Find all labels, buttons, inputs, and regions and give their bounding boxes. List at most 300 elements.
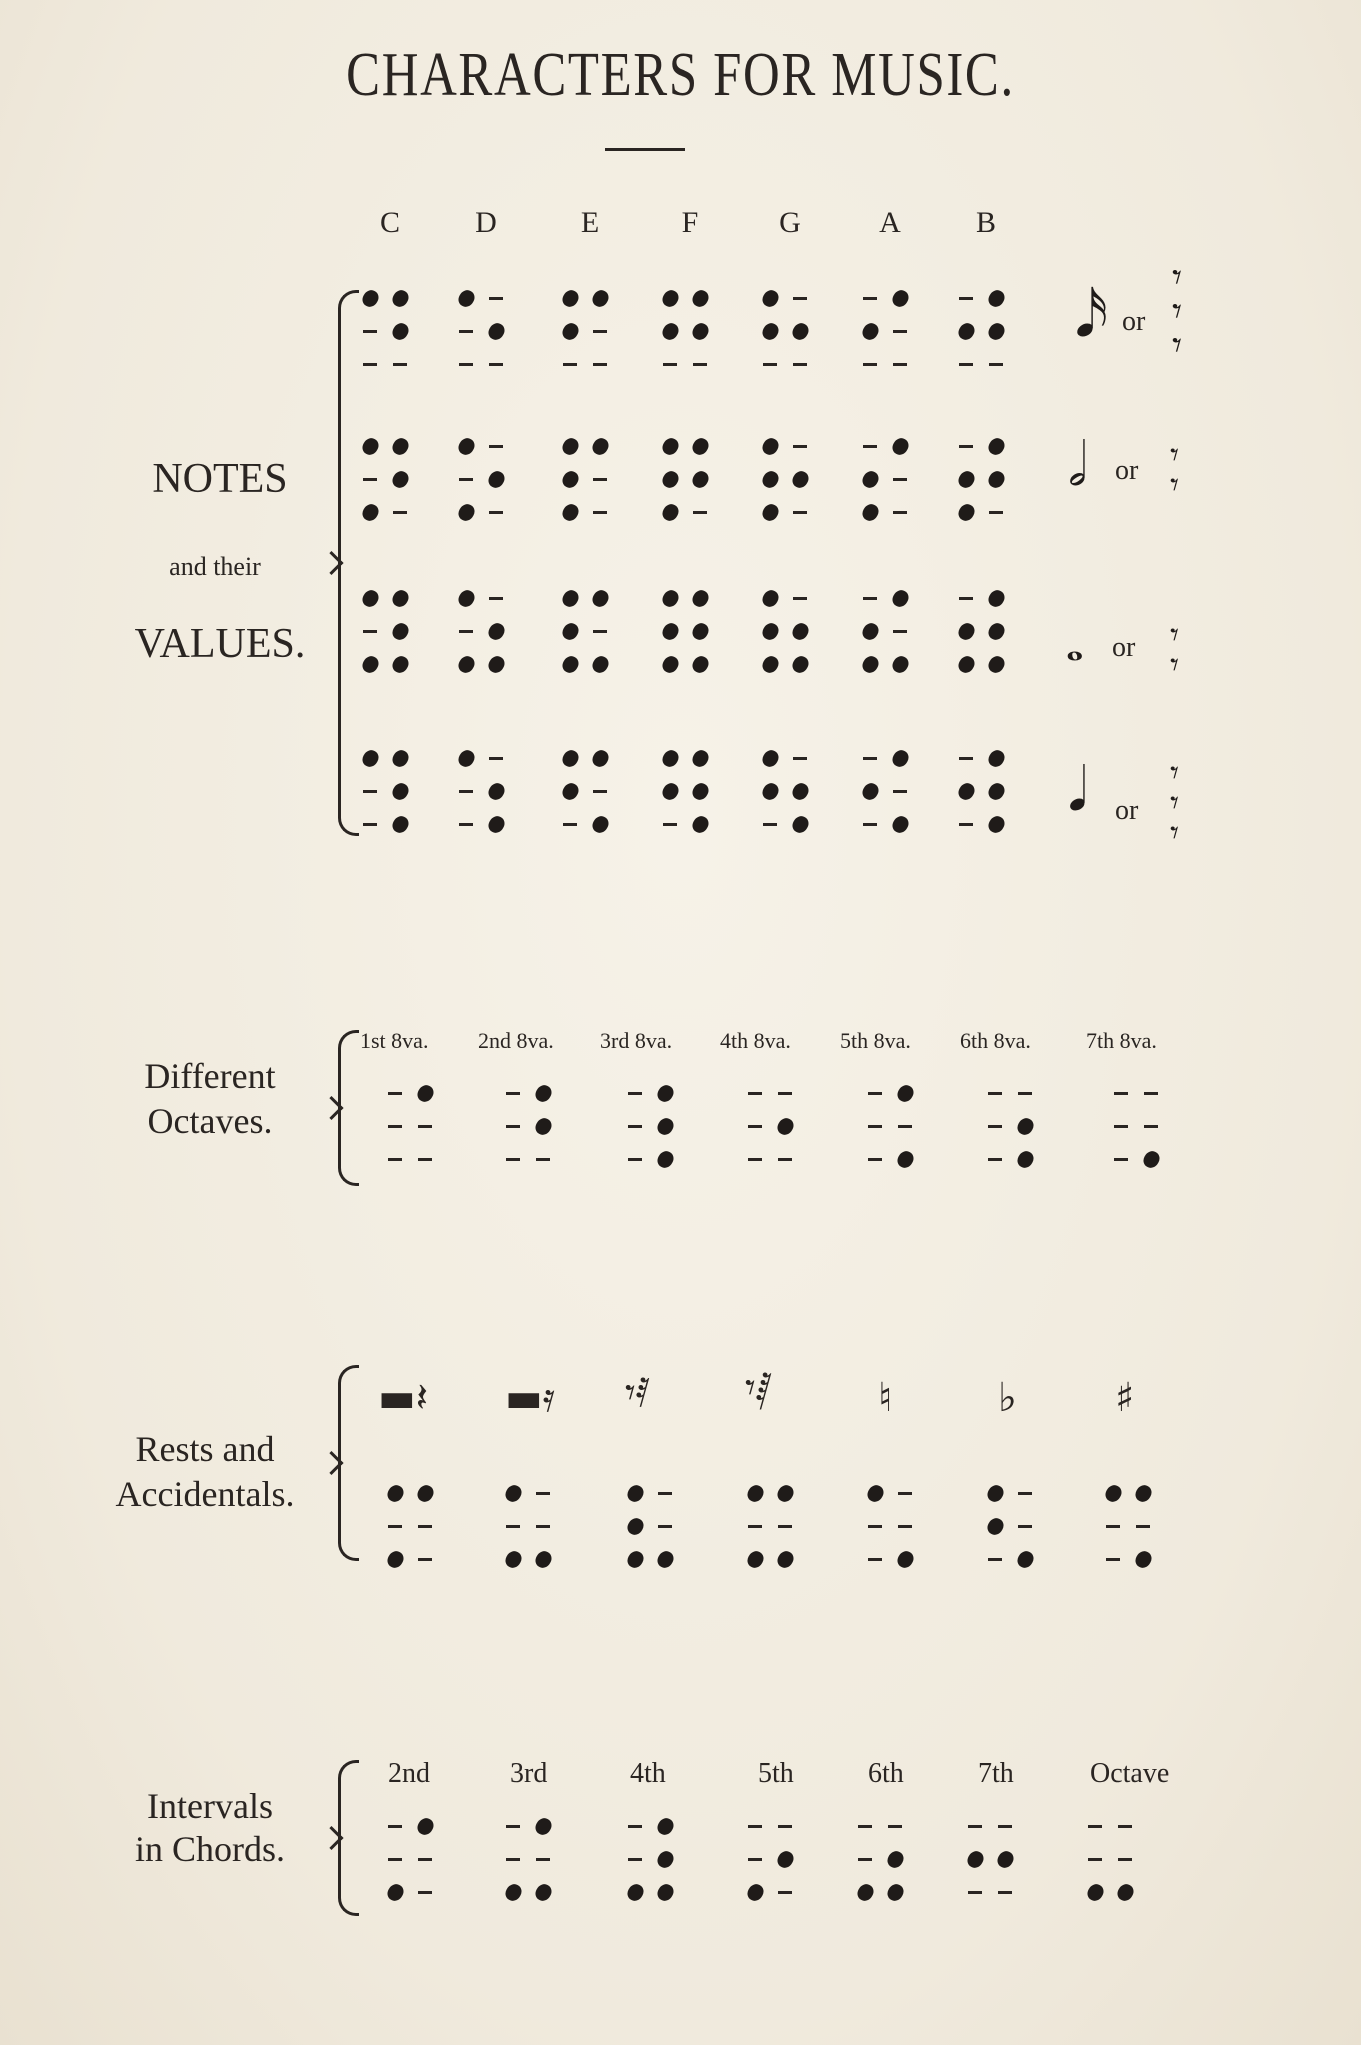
cell-row — [451, 280, 515, 316]
interval-header: 6th — [868, 1758, 904, 1789]
note-cell — [855, 428, 919, 536]
dot-mark — [660, 468, 681, 490]
dot-mark — [590, 435, 611, 457]
dot-mark — [790, 780, 811, 802]
cell-row — [951, 580, 1015, 616]
dot-mark — [390, 780, 411, 802]
cell-row — [380, 1141, 444, 1177]
dash-mark — [1114, 1125, 1128, 1128]
dash-mark — [1144, 1125, 1158, 1128]
dot-mark — [625, 1548, 646, 1570]
interval-cell — [740, 1808, 804, 1916]
cell-row — [740, 1108, 804, 1144]
dash-mark — [459, 363, 473, 366]
dash-mark — [893, 330, 907, 333]
dot-mark — [590, 587, 611, 609]
dash-mark — [593, 330, 607, 333]
dash-mark — [863, 445, 877, 448]
dot-mark — [890, 435, 911, 457]
cell-row — [755, 646, 819, 682]
stacked-rest-icon-2: 𝄾 𝄾 — [1170, 435, 1180, 505]
dot-mark — [533, 1815, 554, 1837]
cell-row — [755, 280, 819, 316]
cell-row — [951, 494, 1015, 530]
dash-mark — [489, 297, 503, 300]
dot-mark — [956, 501, 977, 523]
rest-minim-icon: ▬𝄿 — [505, 1375, 556, 1421]
cell-row — [451, 428, 515, 464]
dash-mark — [1118, 1825, 1132, 1828]
dash-mark — [506, 1125, 520, 1128]
dash-mark — [989, 363, 1003, 366]
note-cell — [555, 740, 619, 848]
dash-mark — [418, 1125, 432, 1128]
dot-mark — [415, 1482, 436, 1504]
dot-mark — [860, 653, 881, 675]
dot-mark — [885, 1881, 906, 1903]
cell-row — [355, 613, 419, 649]
dash-mark — [459, 790, 473, 793]
cell-row — [951, 646, 1015, 682]
cell-row — [855, 740, 919, 776]
cell-row — [498, 1808, 562, 1844]
cell-row — [755, 613, 819, 649]
or-text-3: or — [1112, 632, 1136, 663]
dot-mark — [860, 468, 881, 490]
dash-mark — [658, 1525, 672, 1528]
dash-mark — [778, 1891, 792, 1894]
note-cell — [655, 428, 719, 536]
cell-row — [451, 346, 515, 382]
cell-row — [355, 313, 419, 349]
dash-mark — [363, 478, 377, 481]
cell-row — [951, 461, 1015, 497]
cell-row — [755, 740, 819, 776]
cell-row — [960, 1808, 1024, 1844]
interval-header: 4th — [630, 1758, 666, 1789]
dot-mark — [456, 747, 477, 769]
cell-row — [855, 346, 919, 382]
dot-mark — [590, 813, 611, 835]
dot-mark — [590, 747, 611, 769]
dash-mark — [363, 630, 377, 633]
dot-mark — [890, 813, 911, 835]
dot-mark — [956, 620, 977, 642]
dot-mark — [760, 435, 781, 457]
dot-mark — [965, 1848, 986, 1870]
dash-mark — [988, 1092, 1002, 1095]
dot-mark — [690, 813, 711, 835]
dot-mark — [986, 320, 1007, 342]
cell-row — [655, 740, 719, 776]
minim-icon: 𝅗𝅥 — [1068, 430, 1088, 500]
dot-mark — [390, 587, 411, 609]
cell-row — [850, 1808, 914, 1844]
cell-row — [555, 428, 619, 464]
note-letter-c: C — [379, 206, 400, 239]
cell-row — [451, 613, 515, 649]
dot-mark — [1115, 1881, 1136, 1903]
dash-mark — [778, 1092, 792, 1095]
dash-mark — [1114, 1092, 1128, 1095]
dot-mark — [456, 287, 477, 309]
note-cell — [655, 580, 719, 688]
rests-brace — [338, 1365, 359, 1561]
cell-row — [451, 773, 515, 809]
dash-mark — [893, 790, 907, 793]
dash-mark — [748, 1825, 762, 1828]
cell-row — [951, 346, 1015, 382]
dot-mark — [660, 747, 681, 769]
dash-mark — [593, 790, 607, 793]
cell-row — [740, 1475, 804, 1511]
cell-row — [860, 1508, 924, 1544]
note-cell — [755, 740, 819, 848]
dash-mark — [893, 630, 907, 633]
dot-mark — [360, 287, 381, 309]
dot-mark — [986, 813, 1007, 835]
dash-mark — [898, 1492, 912, 1495]
note-cell — [355, 580, 419, 688]
dot-mark — [590, 287, 611, 309]
cell-row — [740, 1874, 804, 1910]
dash-mark — [959, 823, 973, 826]
dash-mark — [763, 363, 777, 366]
octave-cell — [1106, 1075, 1170, 1183]
interval-header: 3rd — [510, 1758, 548, 1789]
octave-cell — [740, 1075, 804, 1183]
dot-mark — [860, 320, 881, 342]
dot-mark — [760, 747, 781, 769]
dash-mark — [563, 823, 577, 826]
dot-mark — [690, 620, 711, 642]
note-cell — [755, 428, 819, 536]
interval-header: Octave — [1090, 1758, 1170, 1789]
dash-mark — [748, 1125, 762, 1128]
cell-row — [655, 646, 719, 682]
notes-label: NOTES — [152, 456, 288, 502]
dot-mark — [986, 287, 1007, 309]
cell-row — [655, 346, 719, 382]
dot-mark — [745, 1548, 766, 1570]
dot-mark — [660, 501, 681, 523]
dot-mark — [503, 1548, 524, 1570]
note-cell — [555, 280, 619, 388]
note-cell — [855, 280, 919, 388]
cell-row — [740, 1808, 804, 1844]
sharp-icon: ♯ — [1115, 1375, 1135, 1421]
note-letter-g: G — [779, 206, 801, 239]
cell-row — [451, 494, 515, 530]
dot-mark — [486, 620, 507, 642]
intervals-grid — [380, 1808, 1280, 1928]
dash-mark — [506, 1525, 520, 1528]
dot-mark — [890, 287, 911, 309]
dash-mark — [563, 363, 577, 366]
dot-mark — [625, 1515, 646, 1537]
dash-mark — [388, 1858, 402, 1861]
note-cell — [355, 740, 419, 848]
dash-mark — [418, 1158, 432, 1161]
dash-mark — [388, 1525, 402, 1528]
dash-mark — [628, 1858, 642, 1861]
note-cell — [355, 280, 419, 388]
notes-grid — [355, 280, 1055, 840]
dot-mark — [995, 1848, 1016, 1870]
cell-row — [655, 773, 719, 809]
dot-mark — [560, 587, 581, 609]
cell-row — [355, 646, 419, 682]
cell-row — [980, 1141, 1044, 1177]
octave-headers — [360, 1028, 1260, 1058]
cell-row — [620, 1508, 684, 1544]
rest-quaver-icon: 𝄾𝅁 — [745, 1365, 772, 1411]
dot-mark — [456, 435, 477, 457]
note-cell — [355, 428, 419, 536]
dot-mark — [390, 468, 411, 490]
cell-row — [755, 461, 819, 497]
dot-mark — [985, 1482, 1006, 1504]
dash-mark — [763, 823, 777, 826]
cell-row — [850, 1841, 914, 1877]
cell-row — [655, 461, 719, 497]
dot-mark — [775, 1848, 796, 1870]
dot-mark — [625, 1881, 646, 1903]
cell-row — [380, 1841, 444, 1877]
interval-header: 7th — [978, 1758, 1014, 1789]
cell-row — [1098, 1508, 1162, 1544]
dot-mark — [655, 1115, 676, 1137]
dash-mark — [628, 1125, 642, 1128]
dash-mark — [363, 790, 377, 793]
note-cell — [951, 740, 1015, 848]
dot-mark — [390, 620, 411, 642]
dot-mark — [760, 320, 781, 342]
dot-mark — [390, 747, 411, 769]
cell-row — [855, 773, 919, 809]
dash-mark — [459, 823, 473, 826]
interval-cell — [380, 1808, 444, 1916]
note-cell — [451, 740, 515, 848]
dash-mark — [868, 1092, 882, 1095]
octaves-label-2: Octaves. — [147, 1101, 273, 1141]
dash-mark — [393, 363, 407, 366]
dot-mark — [986, 587, 1007, 609]
dot-mark — [560, 287, 581, 309]
dot-mark — [415, 1082, 436, 1104]
dash-mark — [868, 1525, 882, 1528]
interval-headers — [360, 1758, 1260, 1798]
dash-mark — [968, 1891, 982, 1894]
dash-mark — [459, 330, 473, 333]
cell-row — [355, 806, 419, 842]
dot-mark — [655, 1815, 676, 1837]
dash-mark — [506, 1092, 520, 1095]
cell-row — [555, 806, 619, 842]
dash-mark — [489, 445, 503, 448]
dash-mark — [893, 363, 907, 366]
rest-cell — [1098, 1475, 1162, 1583]
rests-label-1: Rests and — [135, 1429, 275, 1469]
dot-mark — [895, 1548, 916, 1570]
dot-mark — [533, 1115, 554, 1137]
dot-mark — [486, 320, 507, 342]
dash-mark — [628, 1825, 642, 1828]
dash-mark — [893, 511, 907, 514]
dot-mark — [895, 1082, 916, 1104]
dash-mark — [388, 1825, 402, 1828]
dash-mark — [988, 1158, 1002, 1161]
cell-row — [451, 806, 515, 842]
octave-header: 3rd 8va. — [600, 1028, 673, 1053]
cell-row — [555, 613, 619, 649]
dash-mark — [489, 757, 503, 760]
dash-mark — [388, 1158, 402, 1161]
dot-mark — [1015, 1548, 1036, 1570]
dash-mark — [1018, 1092, 1032, 1095]
cell-row — [740, 1075, 804, 1111]
dot-mark — [486, 468, 507, 490]
dash-mark — [793, 597, 807, 600]
dot-mark — [560, 747, 581, 769]
dash-mark — [778, 1158, 792, 1161]
rest-semibreve-icon: ▬𝄽 — [378, 1375, 429, 1421]
values-label: VALUES. — [134, 621, 306, 667]
cell-row — [855, 461, 919, 497]
note-cell — [555, 580, 619, 688]
interval-cell — [960, 1808, 1024, 1916]
dot-mark — [855, 1881, 876, 1903]
cell-row — [655, 494, 719, 530]
dash-mark — [506, 1858, 520, 1861]
dot-mark — [655, 1881, 676, 1903]
dash-mark — [593, 478, 607, 481]
dot-mark — [533, 1548, 554, 1570]
dot-mark — [760, 620, 781, 642]
title-rule — [605, 148, 685, 151]
cell-row — [755, 313, 819, 349]
cell-row — [555, 280, 619, 316]
dash-mark — [778, 1825, 792, 1828]
dot-mark — [503, 1482, 524, 1504]
semiquaver-quaver-icon: 𝅘𝅥𝅯 — [1075, 278, 1109, 352]
dot-mark — [486, 653, 507, 675]
cell-row — [740, 1841, 804, 1877]
rest-cell — [380, 1475, 444, 1583]
dash-mark — [536, 1858, 550, 1861]
rest-cell — [740, 1475, 804, 1583]
dash-mark — [536, 1492, 550, 1495]
cell-row — [980, 1475, 1044, 1511]
dot-mark — [1133, 1548, 1154, 1570]
cell-row — [740, 1541, 804, 1577]
dot-mark — [660, 780, 681, 802]
rests-grid — [380, 1475, 1280, 1595]
cell-row — [855, 613, 919, 649]
dash-mark — [1136, 1525, 1150, 1528]
dash-mark — [393, 511, 407, 514]
cell-row — [755, 346, 819, 382]
dot-mark — [486, 813, 507, 835]
dash-mark — [418, 1525, 432, 1528]
cell-row — [960, 1841, 1024, 1877]
cell-row — [951, 806, 1015, 842]
cell-row — [655, 428, 719, 464]
cell-row — [555, 461, 619, 497]
dash-mark — [998, 1825, 1012, 1828]
cell-row — [620, 1108, 684, 1144]
cell-row — [498, 1541, 562, 1577]
dot-mark — [533, 1082, 554, 1104]
dash-mark — [593, 363, 607, 366]
note-cell — [451, 428, 515, 536]
dot-mark — [486, 780, 507, 802]
cell-row — [498, 1075, 562, 1111]
dash-mark — [1106, 1558, 1120, 1561]
dash-mark — [959, 297, 973, 300]
cell-row — [860, 1475, 924, 1511]
dot-mark — [415, 1815, 436, 1837]
dot-mark — [1015, 1148, 1036, 1170]
stacked-rest-icon-1: 𝄾 𝄾 𝄾 — [1172, 255, 1183, 367]
cell-row — [451, 461, 515, 497]
dash-mark — [363, 823, 377, 826]
cell-row — [355, 773, 419, 809]
dot-mark — [390, 653, 411, 675]
cell-row — [951, 428, 1015, 464]
dash-mark — [793, 757, 807, 760]
intervals-label-1: Intervals — [147, 1786, 273, 1826]
page-title: CHARACTERS FOR MUSIC. — [346, 41, 1015, 109]
dash-mark — [628, 1158, 642, 1161]
cell-row — [555, 580, 619, 616]
dot-mark — [533, 1881, 554, 1903]
dash-mark — [898, 1125, 912, 1128]
dot-mark — [690, 587, 711, 609]
dash-mark — [1088, 1825, 1102, 1828]
rest-cell — [980, 1475, 1044, 1583]
dash-mark — [363, 330, 377, 333]
dash-mark — [868, 1558, 882, 1561]
dot-mark — [660, 287, 681, 309]
dot-mark — [865, 1482, 886, 1504]
dash-mark — [1088, 1858, 1102, 1861]
cell-row — [620, 1075, 684, 1111]
rests-label-2: Accidentals. — [115, 1474, 295, 1514]
dot-mark — [385, 1482, 406, 1504]
cell-row — [355, 280, 419, 316]
cell-row — [1098, 1541, 1162, 1577]
dash-mark — [1018, 1525, 1032, 1528]
dot-mark — [956, 780, 977, 802]
dash-mark — [793, 363, 807, 366]
octave-cell — [498, 1075, 562, 1183]
dash-mark — [418, 1558, 432, 1561]
octave-cell — [620, 1075, 684, 1183]
dot-mark — [985, 1515, 1006, 1537]
dash-mark — [489, 511, 503, 514]
stacked-rest-icon-3: 𝄾 𝄾 — [1170, 615, 1180, 685]
dot-mark — [986, 435, 1007, 457]
dot-mark — [385, 1548, 406, 1570]
dot-mark — [655, 1082, 676, 1104]
dash-mark — [536, 1158, 550, 1161]
note-cell — [655, 280, 719, 388]
dash-mark — [658, 1492, 672, 1495]
dash-mark — [988, 1125, 1002, 1128]
note-letter-f: F — [681, 206, 699, 239]
interval-cell — [850, 1808, 914, 1916]
